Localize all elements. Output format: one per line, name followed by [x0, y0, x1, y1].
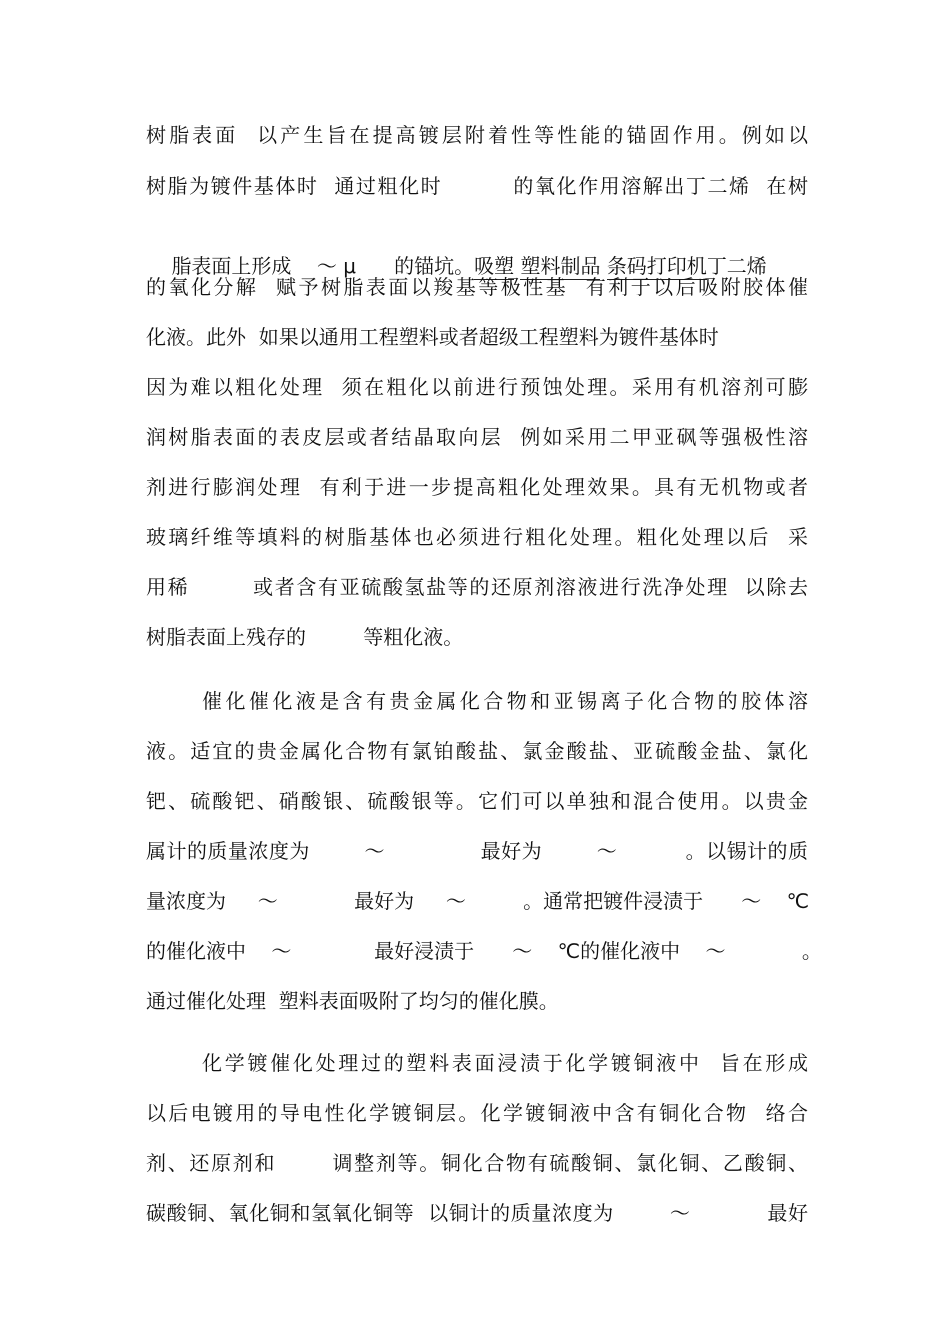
- text-line: 润树脂表面的表皮层或者结晶取向层 例如采用二甲亚砜等强极性溶: [146, 425, 808, 449]
- text-line: 通过催化处理 塑料表面吸附了均匀的催化膜。: [146, 989, 559, 1013]
- text-line: 剂进行膨润处理 有利于进一步提高粗化处理效果。具有无机物或者: [146, 475, 808, 499]
- text-line: 的催化液中 ～ 最好浸渍于 ～ ℃的催化液中 ～ 。: [146, 939, 822, 963]
- text-line: 因为难以粗化处理 须在粗化以前进行预蚀处理。采用有机溶剂可膨: [146, 375, 808, 399]
- link-tiaoma-dayinji[interactable]: 条码打印机: [606, 254, 707, 278]
- text-line-with-links: [146, 221, 808, 278]
- text-line: 化学镀催化处理过的塑料表面浸渍于化学镀铜液中 旨在形成: [202, 1051, 808, 1075]
- text-line: 催化催化液是含有贵金属化合物和亚锡离子化合物的胶体溶: [202, 689, 808, 713]
- text-line: 树脂表面 以产生旨在提高镀层附着性等性能的锚固作用。例如以: [146, 123, 808, 147]
- text-line: 玻璃纤维等填料的树脂基体也必须进行粗化处理。粗化处理以后 采: [146, 525, 808, 549]
- text-line: 树脂表面上残存的 等粗化液。: [146, 625, 464, 649]
- text-span: 脂表面上形成 ～ μ 的锚坑。: [171, 254, 475, 278]
- text-span: 丁二烯: [706, 254, 767, 278]
- text-line: 钯、硫酸钯、硝酸银、硫酸银等。它们可以单独和混合使用。以贵金: [146, 789, 808, 813]
- text-line: 属计的质量浓度为 ～ 最好为 ～ 。以锡计的质: [146, 839, 808, 863]
- text-line: 量浓度为 ～ 最好为 ～ 。通常把镀件浸渍于 ～ ℃: [146, 889, 810, 913]
- text-line: 用稀 或者含有亚硫酸氢盐等的还原剂溶液进行洗净处理 以除去: [146, 575, 808, 599]
- text-line: 碳酸铜、氧化铜和氢氧化铜等 以铜计的质量浓度为 ～ 最好: [146, 1201, 808, 1225]
- text-line: 的氧化分解 赋予树脂表面以羧基等极性基 有利于以后吸附胶体催: [146, 275, 808, 299]
- text-line: 树脂为镀件基体时 通过粗化时 的氧化作用溶解出丁二烯 在树: [146, 174, 808, 198]
- text-line: 化液。此外 如果以通用工程塑料或者超级工程塑料为镀件基体时: [146, 325, 719, 349]
- text-line: 液。适宜的贵金属化合物有氯铂酸盐、氯金酸盐、亚硫酸金盐、氯化: [146, 739, 808, 763]
- text-line: 剂、还原剂和 调整剂等。铜化合物有硫酸铜、氯化铜、乙酸铜、: [146, 1151, 808, 1175]
- link-suliao-zhipin[interactable]: 塑料制品: [520, 254, 601, 278]
- text-line: 以后电镀用的导电性化学镀铜层。化学镀铜液中含有铜化合物 络合: [146, 1101, 808, 1125]
- link-xisu[interactable]: 吸塑: [474, 254, 515, 278]
